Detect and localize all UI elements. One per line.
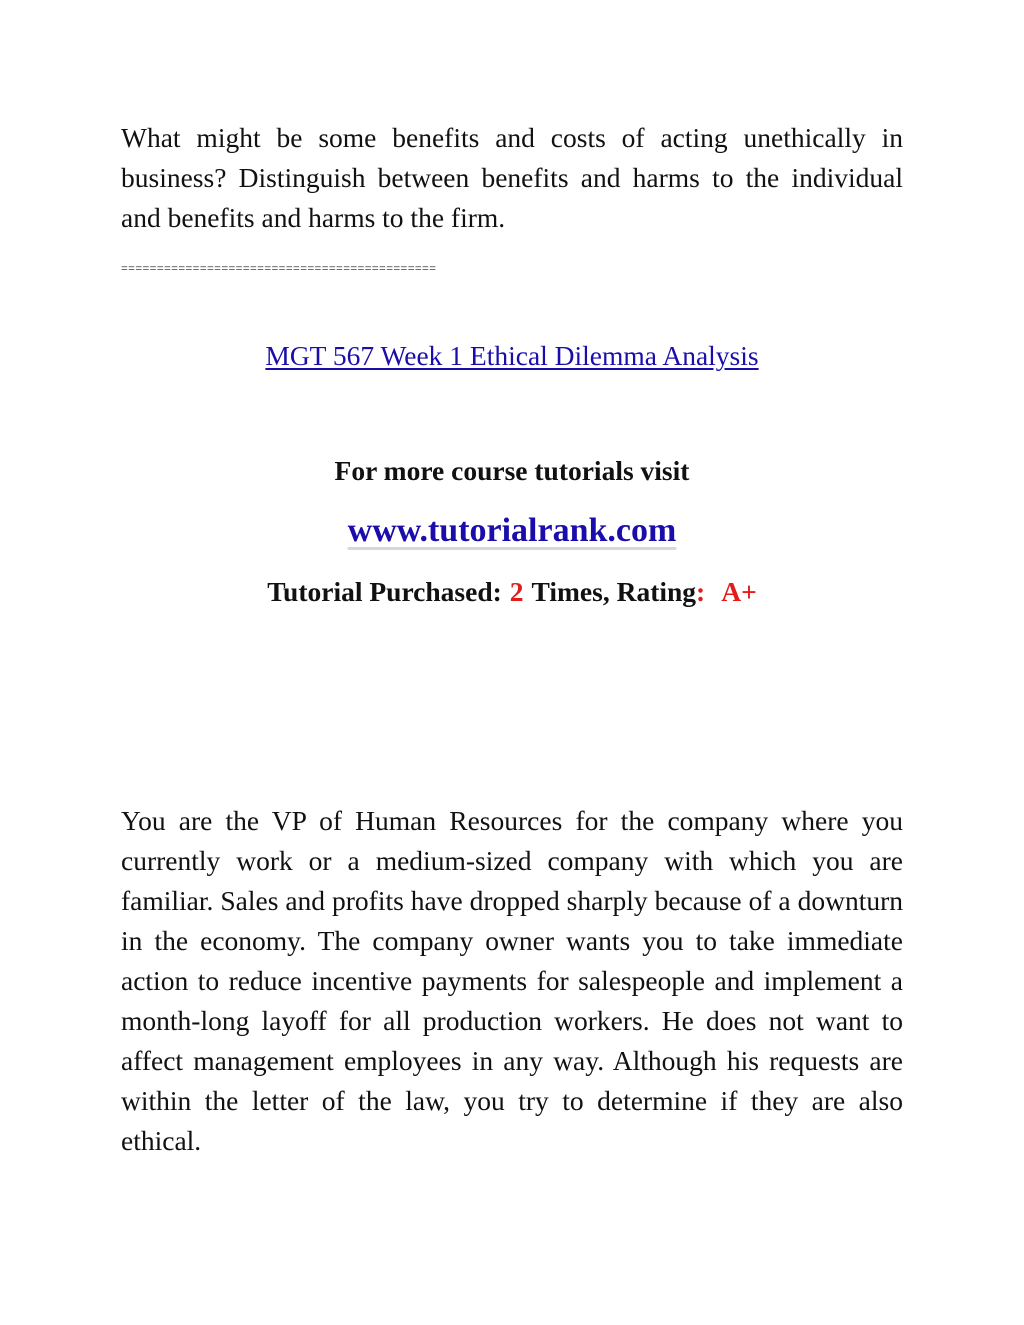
course-link-line	[0, 340, 1024, 372]
tutorials-heading: For more course tutorials visit	[334, 455, 690, 486]
purchase-label: Tutorial Purchased:	[267, 576, 502, 607]
course-title-link[interactable]: MGT 567 Week 1 Ethical Dilemma Analysis	[265, 340, 759, 371]
site-link-line	[0, 512, 1024, 550]
rating-colon: :	[696, 576, 706, 607]
purchase-info	[0, 576, 1024, 608]
website-link[interactable]: www.tutorialrank.com	[347, 512, 677, 549]
purchase-count: 2	[509, 576, 524, 607]
rating-value: A+	[721, 576, 757, 607]
intro-question-paragraph: What might be some benefits and costs of acting unethically in business? Distinguish between benefits and harms to the individual and benefits and harms to the firm.	[121, 122, 903, 233]
divider-line: ============================================	[121, 261, 437, 275]
times-rating-label: Times, Rating	[531, 576, 697, 607]
scenario-paragraph: You are the VP of Human Resources for the company where you currently work or a medium-sized company with which you are familiar. Sales and profits have dropped sharply because of a downturn in the economy. The company owner wants you to take immediate action to reduce incentive payments for salespeople and implement a month-long layoff for all production workers. He does not want to affect management employees in any way. Although his requests are within the letter of the law, you try to determine if they are also ethical.	[121, 805, 903, 1156]
